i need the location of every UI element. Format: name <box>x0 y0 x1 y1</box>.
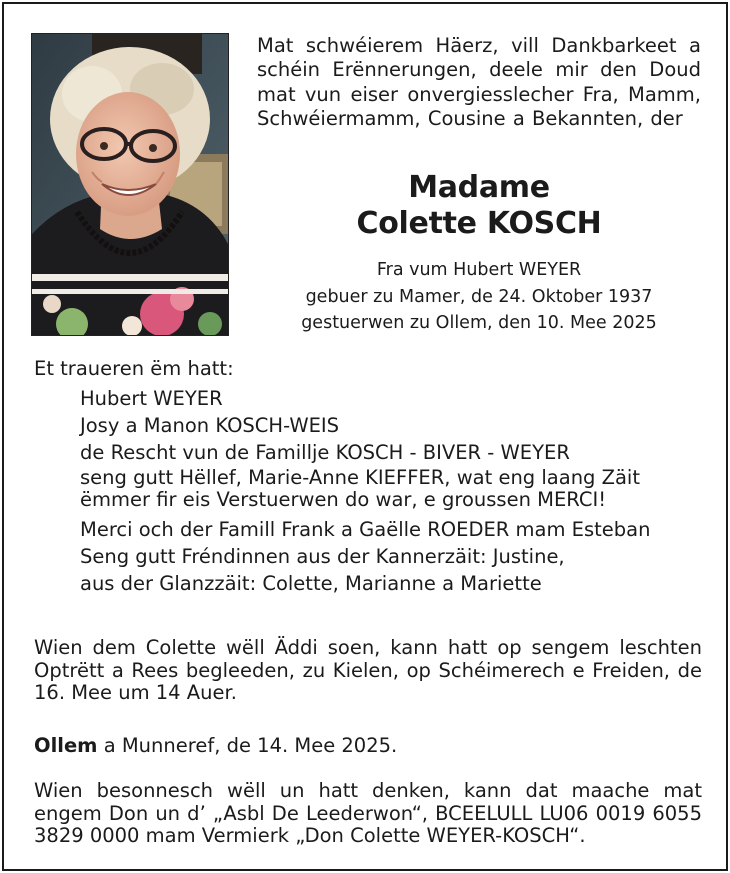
name-full: Colette KOSCH <box>356 206 602 241</box>
deceased-name <box>257 170 701 242</box>
place-rest: a Munneref, de 14. Mee 2025. <box>97 734 398 757</box>
intro-text: Mat schwéierem Häerz, vill Dankbarkeet a schéin Erënnerungen, deele mir den Doud mat vun eiser onvergiesslecher Fra, Mamm, Schwéiermamm, Cousine a Bekannten, der <box>257 34 701 130</box>
mourner-item: aus der Glanzzäit: Colette, Marianne a Mariette <box>80 571 542 595</box>
portrait-photo <box>31 33 229 336</box>
place-town: Ollem <box>34 734 98 757</box>
mourner-item: Josy a Manon KOSCH-WEIS <box>80 413 340 437</box>
mourner-item: Seng gutt Fréndinnen aus der Kannerzäit: Justine, <box>80 544 565 568</box>
mourner-item: seng gutt Hëllef, Marie-Anne KIEFFER, wat eng laang Zäit ëmmer fir eis Verstuerwen do war, e groussen MERCI! <box>80 465 640 511</box>
funeral-info: Wien dem Colette wëll Äddi soen, kann hatt op sengem leschten Optrëtt a Rees begleeden, zu Kielen, op Schéimerech e Freiden, de 16. Mee um 14 Auer. <box>34 636 702 705</box>
obituary-notice <box>2 2 728 871</box>
donation-info: Wien besonnesch wëll un hatt denken, kann dat maache mat engem Don un d’ „Asbl De Leederwon“, BCEELULL LU06 0019 6055 3829 0000 mam Vermierk „Don Colette WEYER-KOSCH“. <box>34 779 702 848</box>
birth-line: gebuer zu Mamer, de 24. Oktober 1937 <box>305 286 653 307</box>
portrait-illustration <box>32 34 228 335</box>
mourners-heading: Et traueren ëm hatt: <box>34 357 234 380</box>
name-title: Madame <box>408 170 550 205</box>
mourner-item: de Rescht vun de Famillje KOSCH - BIVER - WEYER <box>80 440 570 464</box>
place-date <box>34 735 702 758</box>
spouse-line: Fra vum Hubert WEYER <box>376 260 582 280</box>
death-line: gestuerwen zu Ollem, den 10. Mee 2025 <box>301 313 657 333</box>
mourner-item: Hubert WEYER <box>80 387 223 410</box>
life-facts <box>257 257 701 337</box>
mourners-list <box>80 386 706 597</box>
mourner-item: Merci och der Famill Frank a Gaëlle ROEDER mam Esteban <box>80 517 651 541</box>
